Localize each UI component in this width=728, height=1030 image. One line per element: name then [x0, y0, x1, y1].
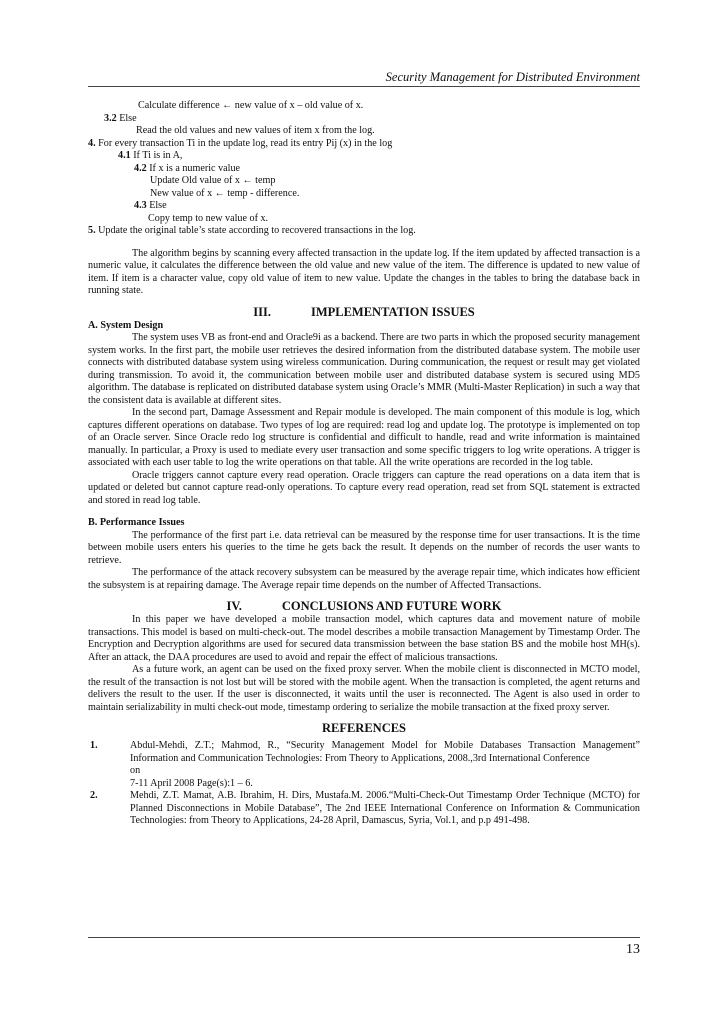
reference-text: Mehdi, Z.T. Mamat, A.B. Ibrahim, H. Dirs, Mustafa.M. 2006.“Multi-Check-Out Timestamp Order Technique (MCTO) for Planned Disconnections in Mobile Database”, The 2nd IEEE International Conference on Information & Communication Technologies: from Theory to Applications, 24-28 April, Damascus, Syria, Vol.1, and p.p 491-498.	[130, 790, 640, 826]
step-text: Read the old values and new values of item x from the log.	[136, 125, 375, 136]
subsection-heading-performance: B. Performance Issues	[88, 517, 185, 528]
section-title: CONCLUSIONS AND FUTURE WORK	[281, 599, 502, 613]
algorithm-line	[88, 138, 640, 151]
step-text: For every transaction Ti in the update log, read its entry Pij (x) in the log	[95, 137, 393, 149]
reference-item	[88, 740, 640, 790]
algorithm-line	[88, 225, 640, 238]
paragraph: The performance of the attack recovery subsystem can be measured by the average repair time, which indicates how efficient the subsystem is at repairing damage. The Average repair time depends on the number of Affected Transactions.	[88, 567, 640, 591]
step-number: 4.	[88, 137, 96, 149]
paragraph: Oracle triggers cannot capture every read operation. Oracle triggers can capture the read operations on a data item that is updated or deleted but cannot capture read-only operations. To capture every read operation, read set from SQL statement is extracted and stored in read log table.	[88, 469, 640, 506]
algorithm-line	[88, 100, 640, 113]
step-number: 4.1	[118, 150, 131, 161]
step-text: Else	[116, 112, 137, 124]
page-body	[88, 100, 640, 828]
page-number: 13	[626, 942, 640, 957]
reference-number: 2.	[90, 790, 98, 801]
paragraph: In the second part, Damage Assessment and Repair module is developed. The main component of this module is log, which captures different operations on database. Two types of log are required: read log and update log. The prototype is implemented on top of an Oracle server. Since Oracle redo log structure is confidential and difficult to handle, read and write information is maintained manually. In particular, a Proxy is used to mediate every user transaction and some specific triggers to log write operations. A trigger is associated with each user table to log the write operations on that table. All the write operations are recorded in the log table.	[88, 407, 640, 468]
reference-number: 1.	[90, 740, 98, 751]
algorithm-line	[88, 213, 640, 226]
step-text: Update the original table’s state according to recovered transactions in the log.	[95, 225, 416, 236]
paragraph: The system uses VB as front-end and Oracle9i as a backend. There are two parts in which the proposed security management system works. In the first part, the mobile user retrieves the desired information from the distributed database system. The mobile user connects with distributed database system using wireless communication. During communication, the request or result may get violated during transmission. To avoid it, the communication between mobile user and distributed database system is secured using MD5 algorithm. The database is replicated on distributed database system using Oracle’s MMR (Multi-Master Replication) in such a way that the consistent data is available at different sites.	[88, 332, 640, 406]
algorithm-line	[88, 150, 640, 163]
step-number: 4.2	[134, 162, 147, 174]
step-text: Update Old value of x ← temp	[150, 175, 276, 186]
step-text: If Ti is in A,	[130, 150, 183, 161]
references-heading: REFERENCES	[321, 721, 407, 735]
paragraph: The performance of the first part i.e. data retrieval can be measured by the response time for user transactions. It is the time between mobile users enters his queries to the time he gets back the result. It depends on the number of records the user wants to retrieve.	[88, 529, 640, 566]
reference-text: 7-11 April 2008 Page(s):1 – 6.	[130, 777, 253, 789]
algorithm-paragraph: The algorithm begins by scanning every affected transaction in the update log. If the item updated by affected transaction is a numeric value, it calculates the difference between the old value and new value of the item. The difference is updated to new value of item. If item is a character value, copy old value of item to new value. Update the changes in the tables to bring the database back in running state.	[88, 247, 640, 296]
reference-item	[88, 790, 640, 828]
step-number: 5.	[88, 225, 96, 236]
section-number: III.	[253, 304, 271, 319]
step-text: If x is a numeric value	[146, 162, 240, 174]
header-rule	[88, 86, 640, 87]
algorithm-line	[88, 175, 640, 188]
running-header: Security Management for Distributed Environment	[385, 70, 640, 84]
section-number: IV.	[226, 599, 242, 613]
paragraph: In this paper we have developed a mobile transaction model, which captures data and movement nature of mobile transactions. This model is based on multi-check-out. The model describes a mobile transaction Management by Timestamp Order. The Encryption and Decryption algorithms are used for secured data transmission between the base station BS and the mobile host MH(s). After an attack, the DAA procedures are used to avoid and repair the effect of malicious transactions.	[88, 614, 640, 663]
algorithm-line	[88, 113, 640, 126]
paragraph: As a future work, an agent can be used on the fixed proxy server. When the mobile client is disconnected in MCTO model, the result of the transaction is not lost but will be stored with the mobile agent. When the transaction is completed, the agent returns and delivers the result to the user. If the user is disconnected, it waits until the user is reconnected. The Agent is also used in order to maintain serializability in multi check-out mode, timestamp ordering to serialize the mobile transaction at the fixed proxy server.	[88, 664, 640, 713]
step-number: 3.2	[104, 112, 117, 124]
section-heading-conclusions	[88, 599, 640, 614]
section-heading-implementation	[88, 305, 640, 320]
subsection-heading-system-design: A. System Design	[88, 319, 164, 331]
step-number: 4.3	[134, 200, 147, 211]
algorithm-listing	[88, 100, 640, 238]
step-text: New value of x ← temp - difference.	[150, 187, 300, 199]
step-text: Else	[146, 200, 167, 211]
algorithm-line	[88, 200, 640, 213]
section-title: IMPLEMENTATION ISSUES	[310, 304, 475, 319]
footer-rule	[88, 937, 640, 938]
algorithm-line	[88, 125, 640, 138]
reference-list	[88, 740, 640, 828]
algorithm-line	[88, 163, 640, 176]
step-text: Copy temp to new value of x.	[148, 212, 269, 224]
algorithm-line	[88, 188, 640, 201]
step-text: Calculate difference ← new value of x – old value of x.	[138, 100, 364, 111]
reference-text: on	[130, 765, 141, 776]
reference-text: Abdul-Mehdi, Z.T.; Mahmod, R., “Security Management Model for Mobile Databases Transaction Management” Information and Communication Technologies: From Theory to Applications, 2008.,3rd International Conference	[130, 740, 640, 764]
